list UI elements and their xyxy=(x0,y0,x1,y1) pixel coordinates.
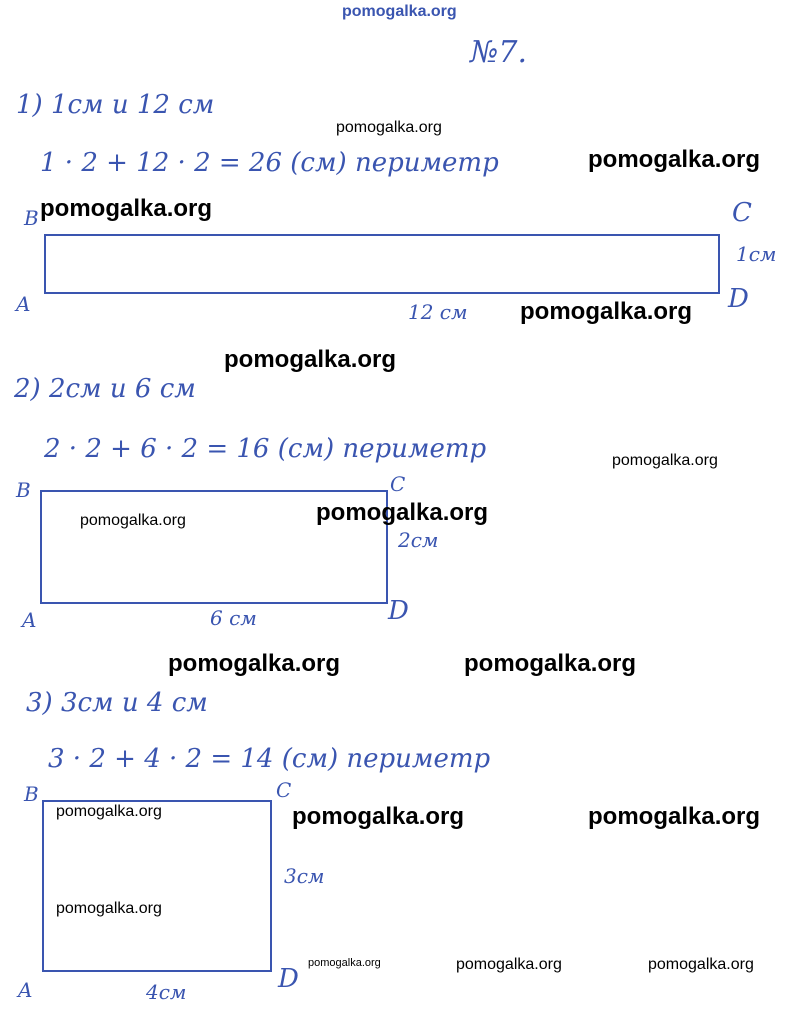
part2-side-right-label: 2см xyxy=(398,528,439,552)
watermark: pomogalka.org xyxy=(308,957,381,969)
watermark: pomogalka.org xyxy=(588,803,761,830)
part1-vertex-a: A xyxy=(16,292,31,316)
watermark: pomogalka.org xyxy=(224,346,397,373)
part3-vertex-d: D xyxy=(278,964,299,994)
watermark: pomogalka.org xyxy=(456,956,562,973)
watermark: pomogalka.org xyxy=(40,195,213,222)
task-number: №7. xyxy=(470,35,528,70)
part1-vertex-d: D xyxy=(728,284,749,314)
part2-side-bottom-label: 6 см xyxy=(210,606,257,630)
watermark: pomogalka.org xyxy=(316,499,489,526)
watermark: pomogalka.org xyxy=(520,298,693,325)
part3-formula: 3 · 2 + 4 · 2 = 14 (см) периметр xyxy=(48,744,491,774)
part1-side-bottom-label: 12 см xyxy=(408,300,468,324)
watermark: pomogalka.org xyxy=(464,650,637,677)
watermark: pomogalka.org xyxy=(648,956,754,973)
part2-formula: 2 · 2 + 6 · 2 = 16 (см) периметр xyxy=(44,434,487,464)
part3-side-right-label: 3см xyxy=(284,864,325,888)
part3-header: 3) 3см и 4 см xyxy=(26,688,208,718)
watermark: pomogalka.org xyxy=(612,452,718,469)
part1-vertex-c: C xyxy=(732,198,752,228)
part2-header: 2) 2см и 6 см xyxy=(14,374,196,404)
part1-rectangle xyxy=(44,234,720,294)
part1-formula: 1 · 2 + 12 · 2 = 26 (см) периметр xyxy=(40,148,499,178)
part3-vertex-b: B xyxy=(24,782,39,806)
part3-vertex-c: C xyxy=(276,778,292,802)
part3-side-bottom-label: 4см xyxy=(146,980,187,1004)
part2-vertex-c: C xyxy=(390,472,406,496)
watermark: pomogalka.org xyxy=(292,803,465,830)
part1-side-right-label: 1см xyxy=(736,242,777,266)
watermark: pomogalka.org xyxy=(588,146,761,173)
watermark-top: pomogalka.org xyxy=(342,3,457,20)
watermark: pomogalka.org xyxy=(80,512,186,529)
part2-vertex-a: A xyxy=(22,608,37,632)
part3-vertex-a: A xyxy=(18,978,33,1002)
part2-vertex-d: D xyxy=(388,596,409,626)
watermark: pomogalka.org xyxy=(56,803,162,820)
part2-vertex-b: B xyxy=(16,478,31,502)
part3-rectangle xyxy=(42,800,272,972)
part1-vertex-b: B xyxy=(24,206,39,230)
watermark: pomogalka.org xyxy=(168,650,341,677)
part1-header: 1) 1см и 12 см xyxy=(16,90,215,120)
watermark: pomogalka.org xyxy=(336,119,442,136)
watermark: pomogalka.org xyxy=(56,900,162,917)
